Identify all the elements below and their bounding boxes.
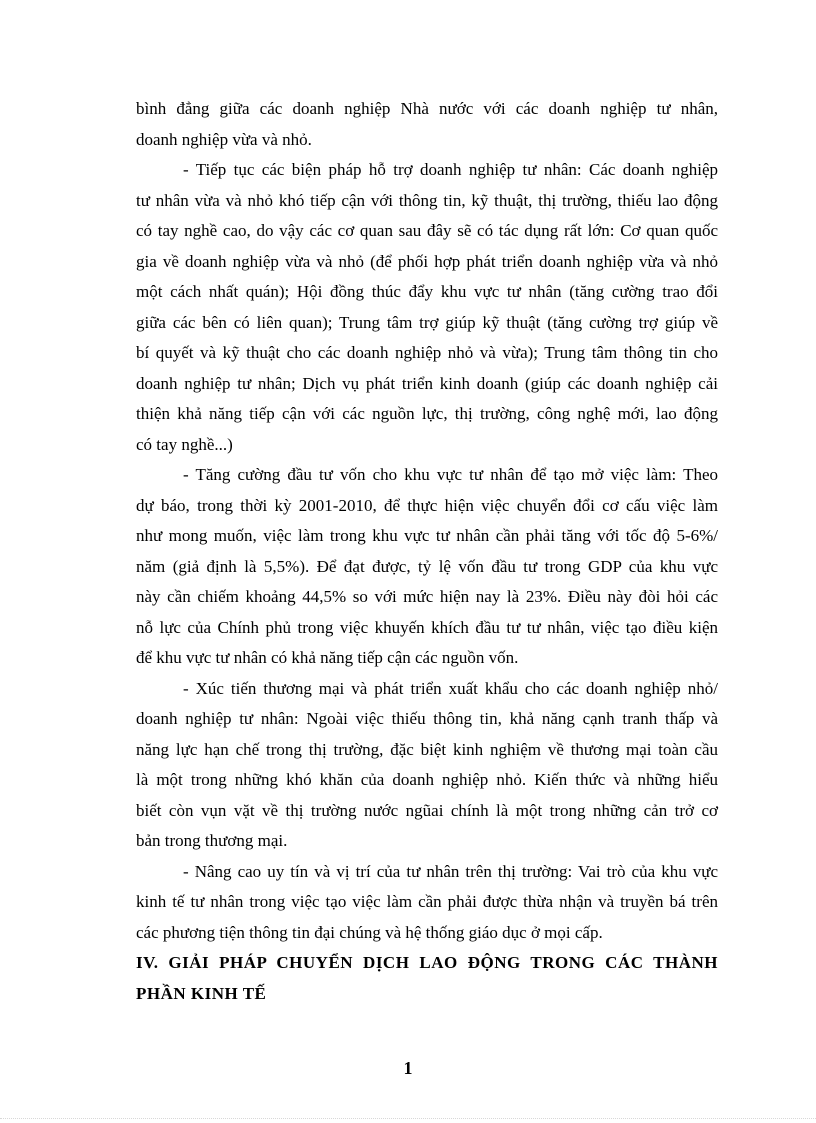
document-body <box>136 94 718 1009</box>
text-line: như mong muốn, việc làm trong khu vực tư nhân cần phải tăng với tốc độ 5-6%/ <box>136 526 718 545</box>
page-bottom-divider <box>0 1118 816 1119</box>
text-line: giữa các bên có liên quan); Trung tâm trợ giúp kỹ thuật (tăng cường trợ giúp về <box>136 312 718 332</box>
text-line: doanh nghiệp tư nhân: Ngoài việc thiếu thông tin, khả năng cạnh tranh thấp và <box>136 709 718 728</box>
text-line: gia về doanh nghiệp vừa và nhỏ (để phối hợp phát triển doanh nghiệp vừa và nhỏ <box>136 251 718 271</box>
text-line: các phương tiện thông tin đại chúng và hệ thống giáo dục ở mọi cấp. <box>136 922 603 942</box>
text-line: - Nâng cao uy tín và vị trí của tư nhân trên thị trường: Vai trò của khu vực <box>183 861 718 881</box>
paragraph-continuation <box>136 94 718 155</box>
text-line: năng lực hạn chế trong thị trường, đặc biệt kinh nghiệm về thương mại toàn cầu <box>136 739 718 759</box>
text-line: có tay nghề cao, do vậy các cơ quan sau đây sẽ có tác dụng rất lớn: Cơ quan quốc <box>136 221 718 240</box>
text-line: kinh tế tư nhân trong việc tạo việc làm cần phải được thừa nhận và truyền bá trên <box>136 892 718 911</box>
paragraph-investment <box>136 460 718 674</box>
text-line: bản trong thương mại. <box>136 831 288 850</box>
text-line: năm (giả định là 5,5%). Để đạt được, tỷ lệ vốn đầu tư trong GDP của khu vực <box>136 556 718 576</box>
heading-line: IV. GIẢI PHÁP CHUYỂN DỊCH LAO ĐỘNG TRONG CÁC THÀNH <box>136 953 718 972</box>
text-line: doanh nghiệp tư nhân; Dịch vụ phát triển kinh doanh (giúp các doanh nghiệp cải <box>136 373 718 393</box>
text-line: biết còn vụn vặt về thị trường nước ngũai chính là một trong những cản trở cơ <box>136 800 718 820</box>
text-line: - Tăng cường đầu tư vốn cho khu vực tư nhân để tạo mở việc làm: Theo <box>183 465 718 484</box>
text-line: bình đẳng giữa các doanh nghiệp Nhà nước với các doanh nghiệp tư nhân, <box>136 99 718 118</box>
text-line: một cách nhất quán); Hội đồng thúc đẩy khu vực tư nhân (tăng cường trao đổi <box>136 282 718 301</box>
text-line: là một trong những khó khăn của doanh nghiệp nhỏ. Kiến thức và những hiểu <box>136 770 718 789</box>
text-line: doanh nghiệp vừa và nhỏ. <box>136 129 312 149</box>
text-line: có tay nghề...) <box>136 434 233 454</box>
text-line: để khu vực tư nhân có khả năng tiếp cận các nguồn vốn. <box>136 648 519 667</box>
paragraph-support-measures <box>136 155 718 460</box>
paragraph-reputation <box>136 857 718 949</box>
text-line: dự báo, trong thời kỳ 2001-2010, để thực hiện việc chuyển đổi cơ cấu việc làm <box>136 495 718 515</box>
text-line: bí quyết và kỹ thuật cho các doanh nghiệp nhỏ và vừa); Trung tâm thông tin cho <box>136 343 718 362</box>
text-line: tư nhân vừa và nhỏ khó tiếp cận với thông tin, kỹ thuật, thị trường, thiếu lao động <box>136 190 718 210</box>
page-number: 1 <box>403 1058 413 1078</box>
text-line: nỗ lực của Chính phủ trong việc khuyến khích đầu tư tư nhân, việc tạo điều kiện <box>136 617 718 637</box>
section-heading <box>136 948 718 1009</box>
text-line: thiện khả năng tiếp cận với các nguồn lực, thị trường, công nghệ mới, lao động <box>136 404 718 423</box>
paragraph-trade-promotion <box>136 674 718 857</box>
text-line: - Tiếp tục các biện pháp hỗ trợ doanh nghiệp tư nhân: Các doanh nghiệp <box>183 160 718 179</box>
text-line: - Xúc tiến thương mại và phát triển xuất khẩu cho các doanh nghiệp nhỏ/ <box>183 678 718 698</box>
text-line: này cần chiếm khoảng 44,5% so với mức hiện nay là 23%. Điều này đòi hỏi các <box>136 587 718 606</box>
heading-line: PHẦN KINH TẾ <box>136 983 267 1003</box>
